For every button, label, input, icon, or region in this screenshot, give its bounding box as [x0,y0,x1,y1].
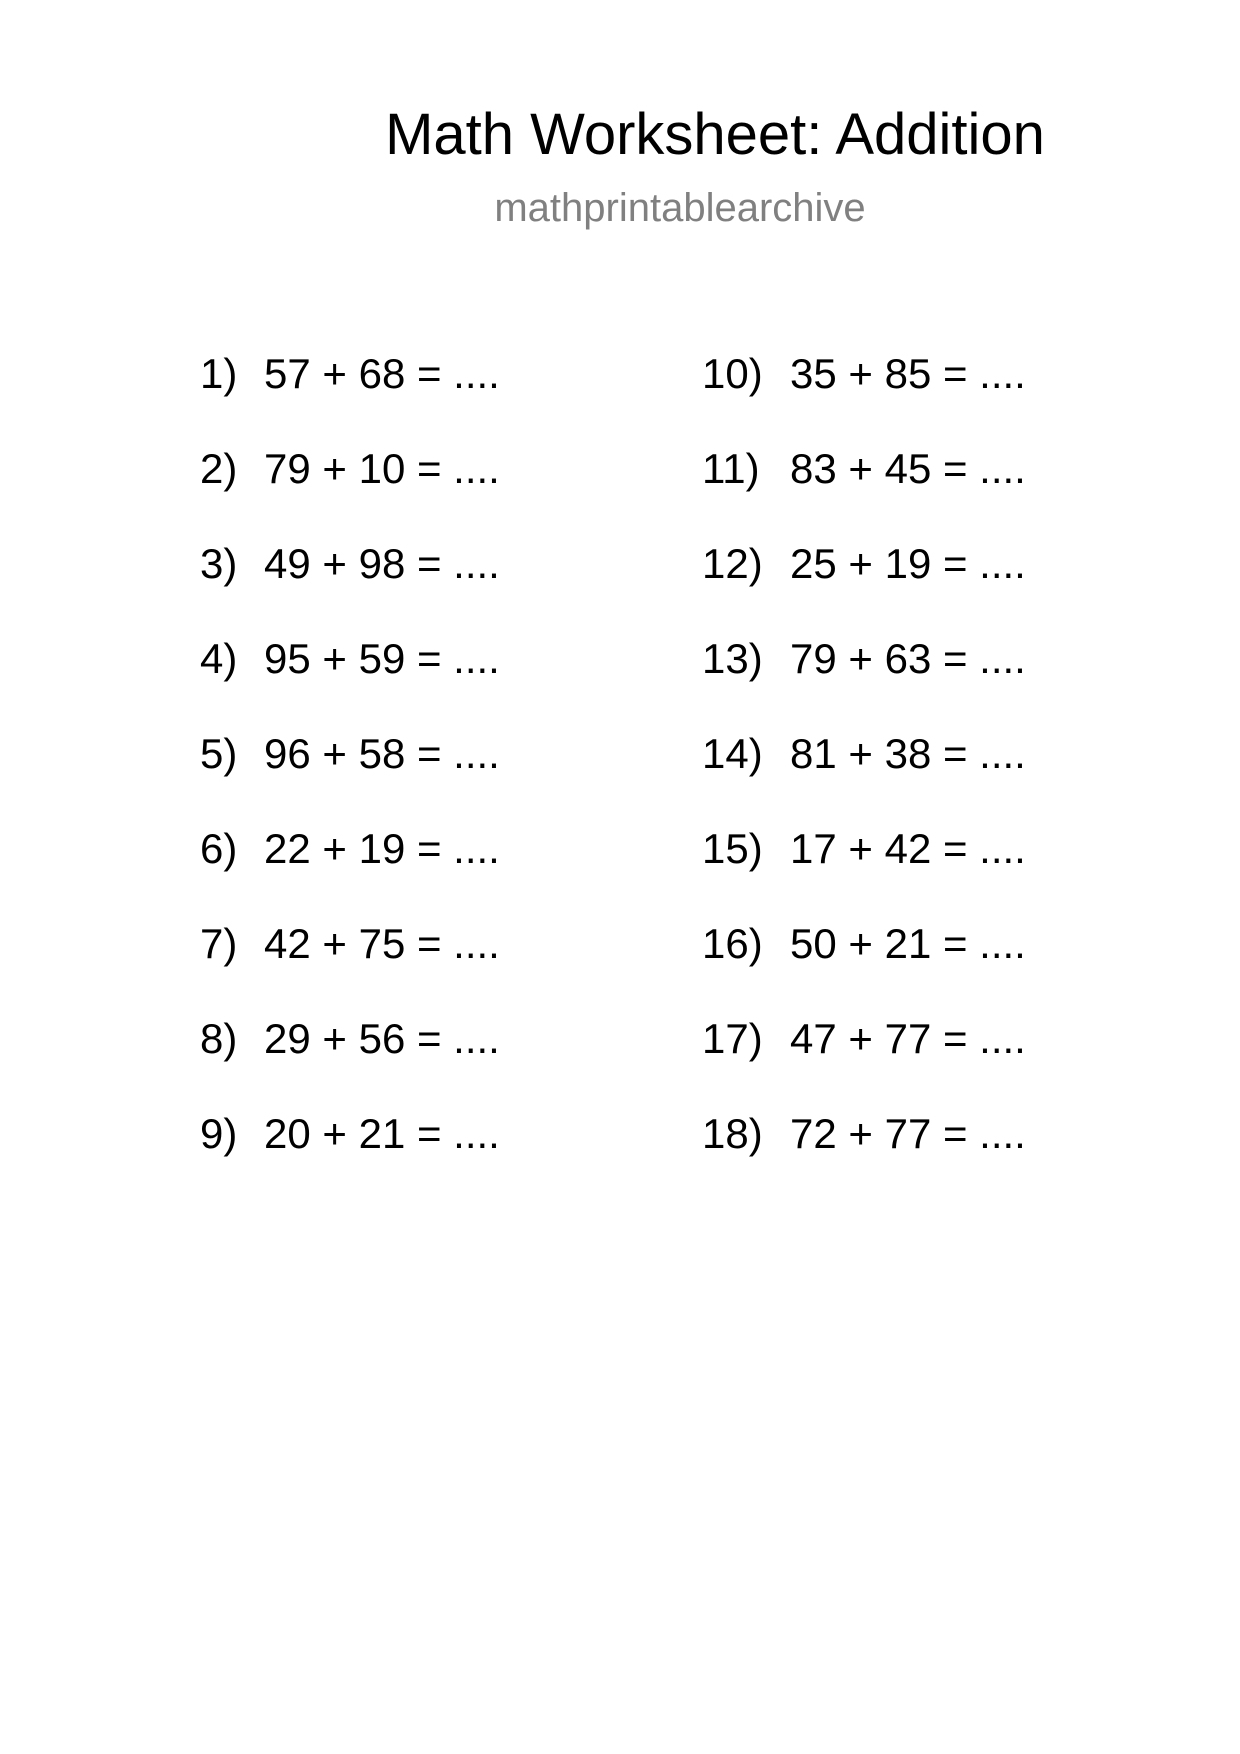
problem-grid [0,348,1240,1248]
problem-expression: 79 + 10 = .... [264,445,500,492]
problem-expression: 35 + 85 = .... [790,350,1026,397]
problem-column-right [702,348,1026,1203]
problem-expression: 25 + 19 = .... [790,540,1026,587]
problem-item [200,538,500,633]
problem-item [702,1108,1026,1203]
problem-expression: 96 + 58 = .... [264,730,500,777]
problem-item [200,728,500,823]
problem-expression: 20 + 21 = .... [264,1110,500,1157]
problem-expression: 50 + 21 = .... [790,920,1026,967]
problem-expression: 49 + 98 = .... [264,540,500,587]
problem-expression: 81 + 38 = .... [790,730,1026,777]
problem-item [702,633,1026,728]
problem-item [200,633,500,728]
problem-item [702,538,1026,633]
problem-item [702,918,1026,1013]
problem-column-left [200,348,500,1203]
problem-expression: 72 + 77 = .... [790,1110,1026,1157]
problem-number: 16) [702,920,763,967]
problem-number: 6) [200,825,238,872]
problem-item [200,1013,500,1108]
problem-item [702,348,1026,443]
problem-number: 8) [200,1015,238,1062]
problem-number: 15) [702,825,763,872]
problem-item [200,918,500,1013]
problem-number: 5) [200,730,238,777]
problem-number: 10) [702,350,763,397]
problem-item [702,443,1026,538]
problem-number: 7) [200,920,238,967]
problem-number: 11) [702,445,760,492]
problem-expression: 79 + 63 = .... [790,635,1026,682]
problem-expression: 47 + 77 = .... [790,1015,1026,1062]
problem-number: 14) [702,730,763,777]
problem-number: 12) [702,540,763,587]
problem-expression: 95 + 59 = .... [264,635,500,682]
problem-number: 2) [200,445,238,492]
problem-expression: 29 + 56 = .... [264,1015,500,1062]
problem-item [702,823,1026,918]
problem-expression: 83 + 45 = .... [790,445,1026,492]
problem-expression: 57 + 68 = .... [264,350,500,397]
problem-expression: 17 + 42 = .... [790,825,1026,872]
problem-number: 1) [200,350,238,397]
problem-item [200,443,500,538]
problem-item [200,823,500,918]
problem-number: 4) [200,635,238,682]
problem-expression: 42 + 75 = .... [264,920,500,967]
problem-item [702,728,1026,823]
problem-number: 17) [702,1015,763,1062]
problem-item [200,348,500,443]
problem-number: 3) [200,540,238,587]
problem-item [702,1013,1026,1108]
page-title: Math Worksheet: Addition [385,102,1045,167]
problem-number: 18) [702,1110,763,1157]
problem-item [200,1108,500,1203]
problem-expression: 22 + 19 = .... [264,825,500,872]
page-subtitle: mathprintablearchive [494,186,866,230]
problem-number: 13) [702,635,763,682]
problem-number: 9) [200,1110,238,1157]
